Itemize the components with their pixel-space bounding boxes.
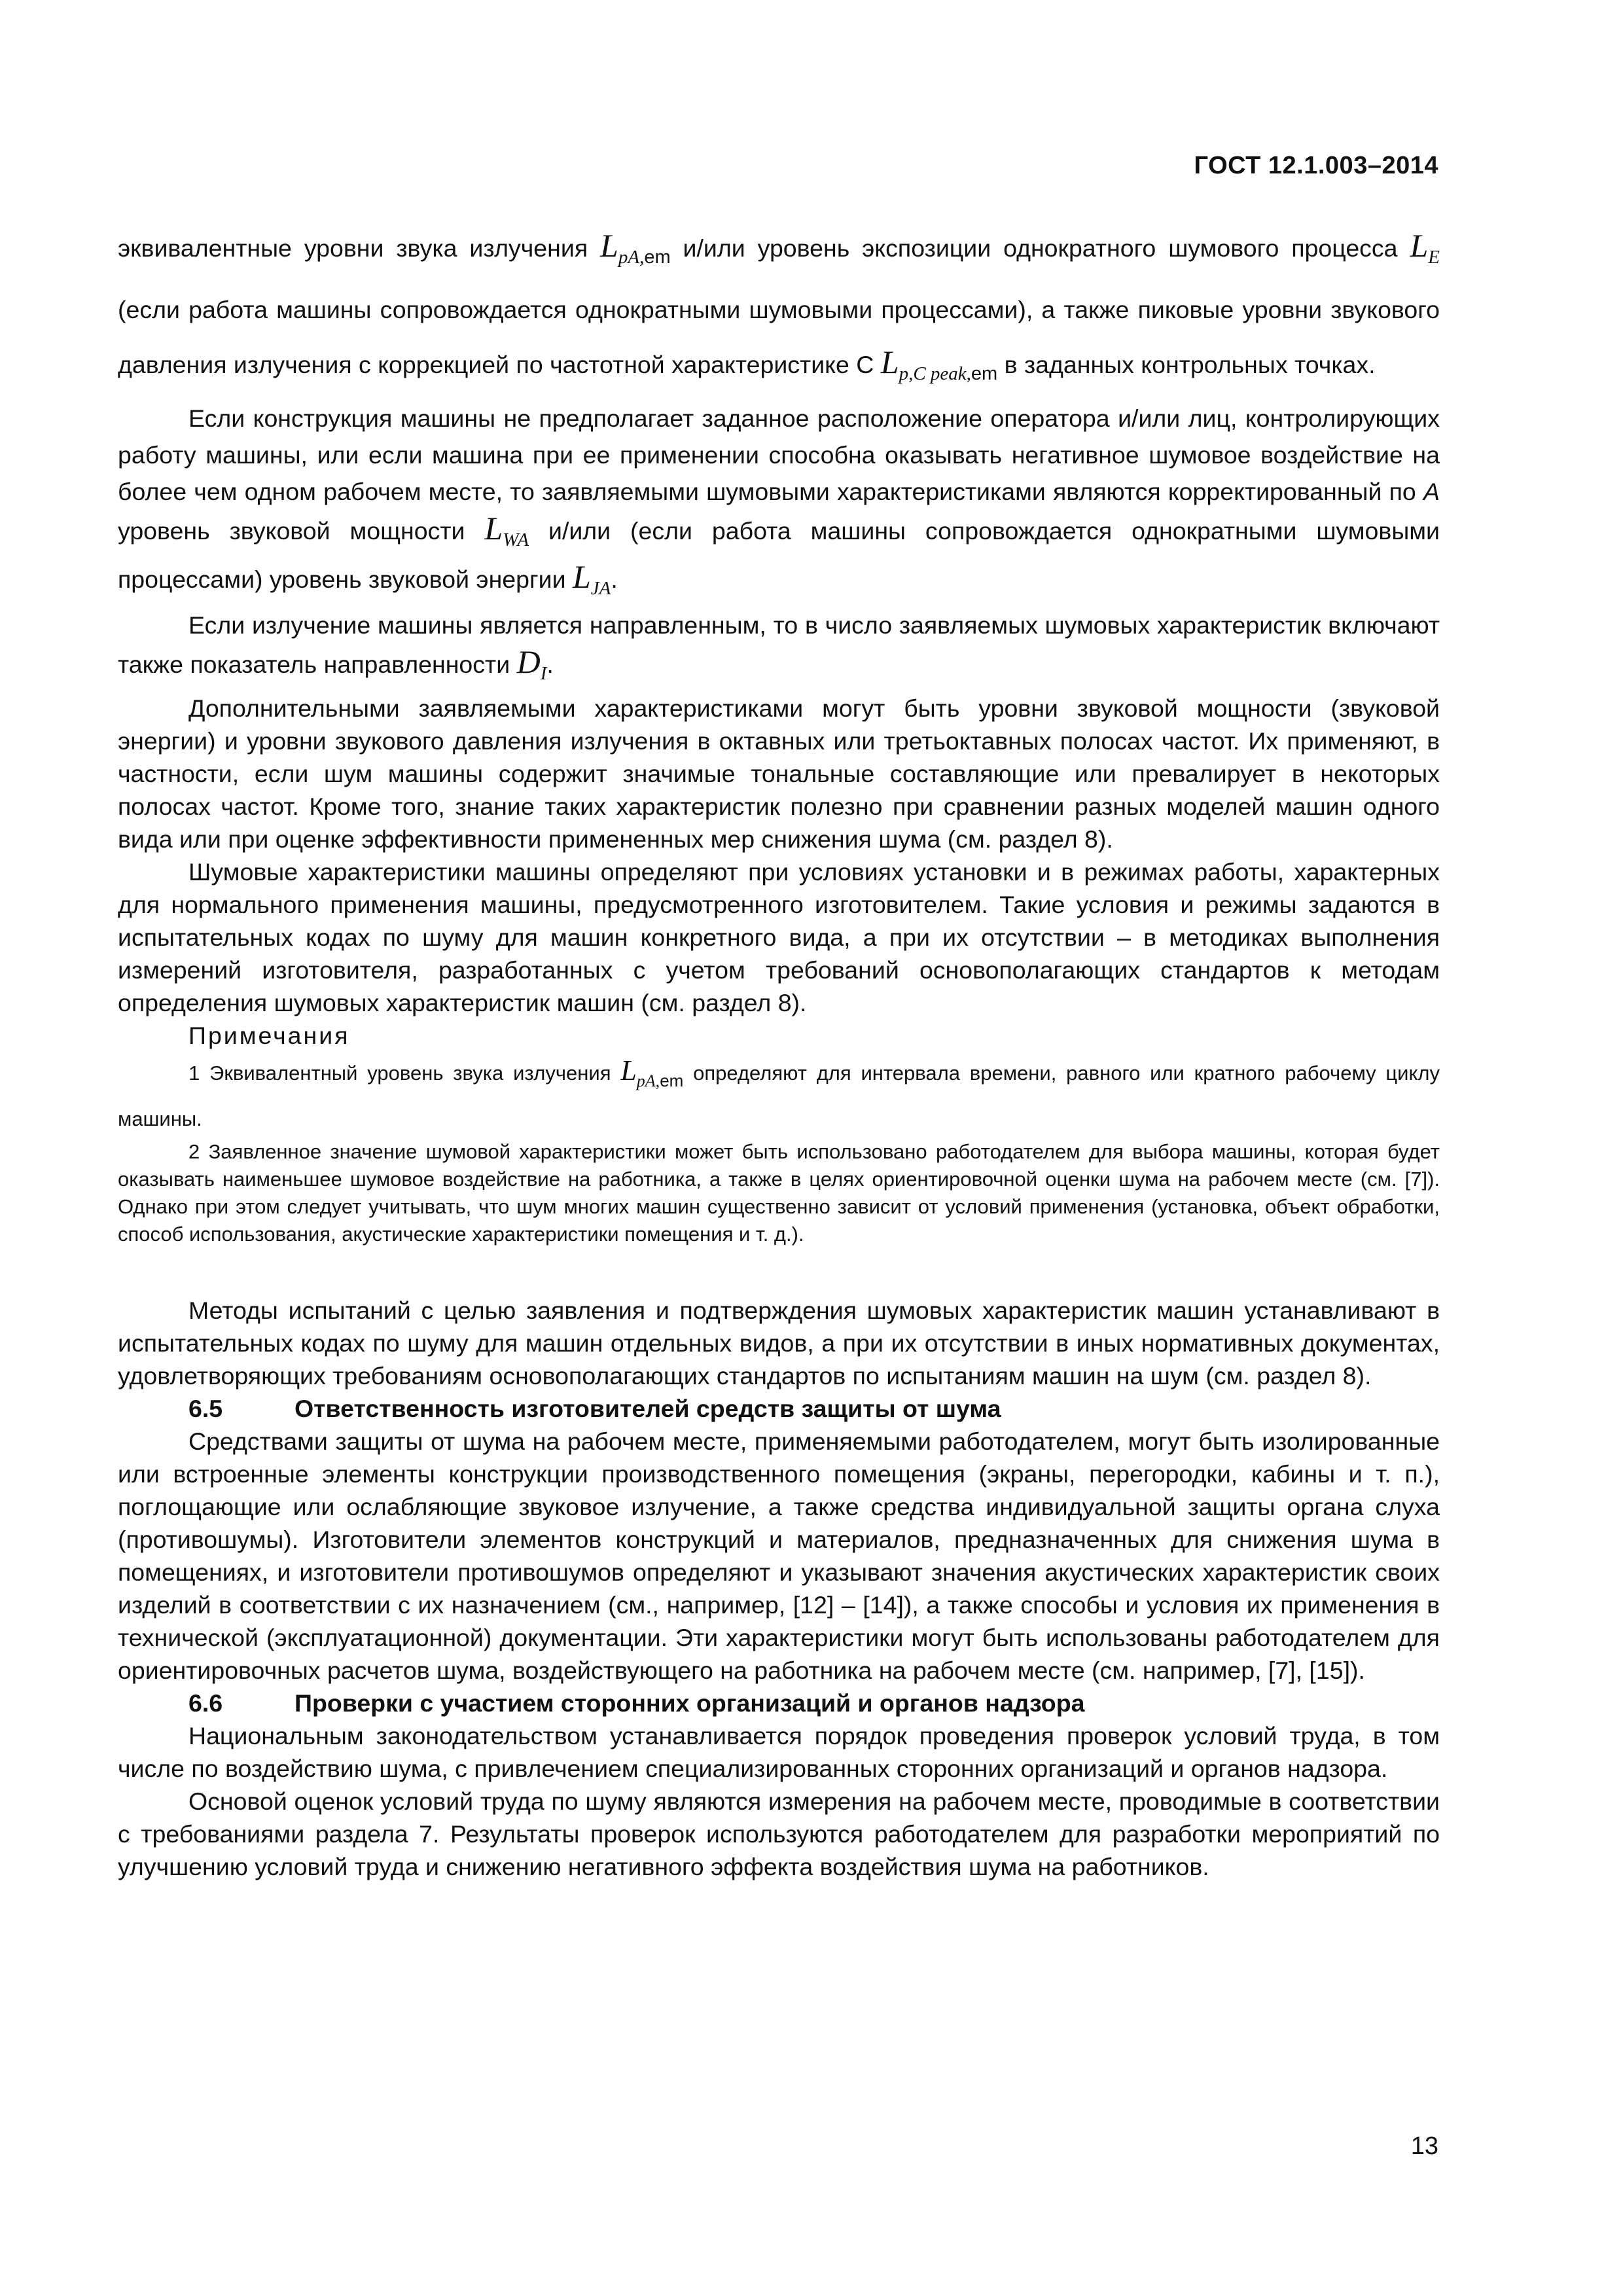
paragraph: Если конструкция машины не предполагает заданное расположение оператора и/или лиц, контролирующих работу машины, или если машина при ее применении способна оказывать негативное шумовое воздействие на более чем одном рабочем месте, то заявляемыми шумовыми характеристиками являются корректированный по А уровень звуковой мощности $L_{WA}$ и/или (если работа машины сопровождается однократными шумовыми процессами) уровень звуковой энергии $L_{JA}$. [118,404,1440,599]
formula-lpa-em: $L_{pA,em}$ [620,1054,684,1090]
spacer [118,1248,1440,1294]
formula-lwa: $L_{WA}$ [484,510,529,550]
paragraph: Национальным законодательством устанавливается порядок проведения проверок условий труда, в том числе по воздействию шума, с привлечением специализированных сторонних организаций и органов надзора. [118,1722,1440,1782]
note-1: 1 Эквивалентный уровень звука излучения $L_{pA,em}$ определяют для интервала времени, равного или кратного рабочему циклу машины. [118,1054,1440,1130]
section-title: Ответственность изготовителей средств защиты от шума [294,1395,1001,1422]
formula-le: $L_E$ [1410,227,1440,268]
formula-lja: $L_{JA}$ [572,558,611,599]
notes-heading: Примечания [188,1022,350,1049]
document-header: ГОСТ 12.1.003–2014 [1194,152,1438,179]
paragraph: Если излучение машины является направленным, то в число заявляемых шумовых характеристик включают также показатель направленности $D_I$. [118,611,1440,684]
paragraph: Методы испытаний с целью заявления и подтверждения шумовых характеристик машин устанавливают в испытательных кодах по шуму для машин отдельных видов, а при их отсутствии в иных нормативных документах, удовлетворяющих требованиям основополагающих стандартов по испытаниям машин на шум (см. раздел 8). [118,1297,1440,1390]
section-number: 6.6 [188,1689,223,1717]
paragraph: Основой оценок условий труда по шуму являются измерения на рабочем месте, проводимые в соответствии с требованиями раздела 7. Результаты проверок используются работодателем для разработки мероприятий по улучшению условий труда и снижению негативного эффекта воздействия шума на работников. [118,1787,1440,1880]
document-body [118,219,1440,1883]
section-heading-6-5 [118,1392,1440,1425]
formula-lpc-peak-em: $L_{p,C peak,em}$ [880,344,998,384]
paragraph: Шумовые характеристики машины определяют при условиях установки и в режимах работы, характерных для нормального применения машины, предусмотренного изготовителем. Такие условия и режимы задаются в испытательных кодах по шуму для машин конкретного вида, а при их отсутствии – в методиках выполнения измерений изготовителя, разработанных с учетом требований основополагающих стандартов к методам определения шумовых характеристик машин (см. раздел 8). [118,858,1440,1016]
section-heading-6-6 [118,1687,1440,1719]
section-number: 6.5 [188,1395,223,1422]
page-number: 13 [1410,2132,1438,2160]
section-title: Проверки с участием сторонних организаций и органов надзора [294,1689,1085,1717]
formula-di: $D_I$ [516,643,547,684]
formula-lpa-em: $L_{pA,em}$ [600,227,671,268]
paragraph: Средствами защиты от шума на рабочем месте, применяемыми работодателем, могут быть изолированные или встроенные элементы конструкции производственного помещения (экраны, перегородки, кабины и т. п.), поглощающие или ослабляющие звуковое излучение, а также средства индивидуальной защиты органа слуха (противошумы). Изготовители элементов конструкций и материалов, предназначенных для снижения шума в помещениях, и изготовители противошумов определяют и указывают значения акустических характеристик своих изделий в соответствии с их назначением (см., например, [12] – [14]), а также способы и условия их применения в технической (эксплуатационной) документации. Эти характеристики могут быть использованы работодателем для ориентировочных расчетов шума, воздействующего на работника на рабочем месте (см. например, [7], [15]). [118,1427,1440,1684]
paragraph: Дополнительными заявляемыми характеристиками могут быть уровни звуковой мощности (звуковой энергии) и уровни звукового давления излучения в октавных или третьоктавных полосах частот. Их применяют, в частности, если шум машины содержит значимые тональные составляющие или превалирует в некоторых полосах частот. Кроме того, знание таких характеристик полезно при сравнении разных моделей машин одного вида или при оценке эффективности примененных мер снижения шума (см. раздел 8). [118,694,1440,853]
paragraph: эквивалентные уровни звука излучения $L_{pA,em}$ и/или уровень экспозиции однократного шумового процесса $L_E$ (если работа машины сопровождается однократными шумовыми процессами), а также пиковые уровни звукового давления излучения с коррекцией по частотной характеристике С $L_{p,C peak,em}$ в заданных контрольных точках. [118,227,1440,384]
note-2: 2 Заявленное значение шумовой характеристики может быть использовано работодателем для выбора машины, которая будет оказывать наименьшее шумовое воздействие на работника, а также в целях ориентировочной оценки шума на рабочем месте (см. [7]). Однако при этом следует учитывать, что шум многих машин существенно зависит от условий применения (установка, объект обработки, способ использования, акустические характеристики помещения и т. д.). [118,1140,1440,1246]
